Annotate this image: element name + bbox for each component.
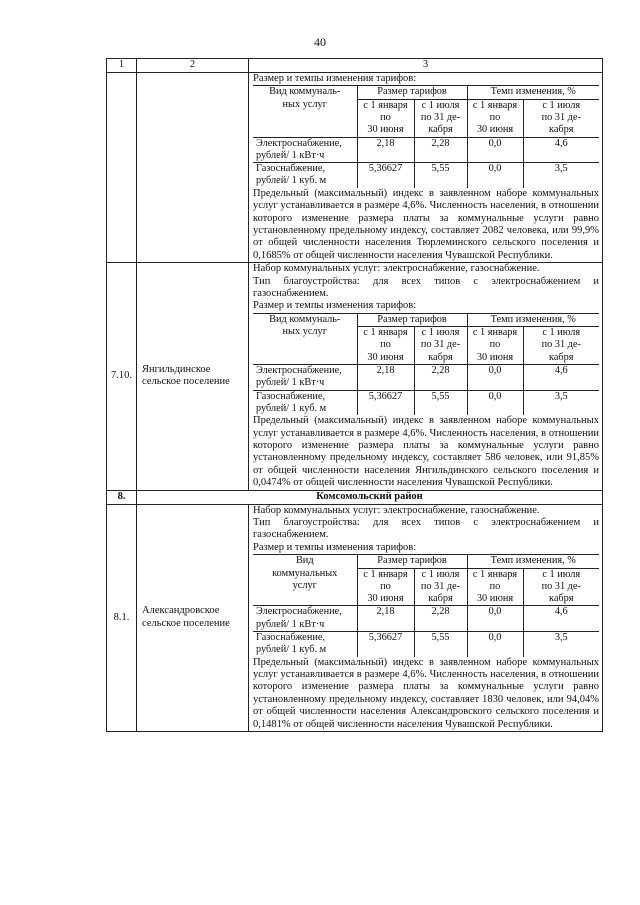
tariff-size-2: 5,55: [414, 390, 467, 415]
section-number: 8.: [107, 490, 137, 504]
row-number: [107, 73, 137, 263]
service-name: Газоснабжение, рублей/ 1 куб. м: [253, 632, 357, 657]
tariff-size-2: 2,28: [414, 365, 467, 391]
service-name: Газоснабжение, рублей/ 1 куб. м: [253, 390, 357, 415]
page-number: 40: [314, 35, 326, 49]
period-header-jan: с 1 января по 30 июня: [467, 568, 523, 606]
settlement-row: [107, 504, 603, 731]
period-header-jan: с 1 января по 30 июня: [467, 327, 523, 365]
limit-index-note: Предельный (максимальный) индекс в заявленном наборе коммунальных услуг устанавливается в размере 4,6%. Численность населения, в отношении которого изменение размера платы за коммунальные услуги равно установленному предельному индексу, составляет 586 человек, или 91,85% от общей численности населения Янгильдинского сельского поселения и 0,0474% от общей численности населения Чувашской Республики.: [253, 415, 599, 489]
period-header-jan: с 1 января по 30 июня: [357, 568, 414, 606]
tariff-rate-1: 0,0: [467, 390, 523, 415]
row-number: 7.10.: [107, 263, 137, 490]
district-section-row: [107, 490, 603, 504]
tariff-size-1: 2,18: [357, 606, 414, 632]
improvement-type: Тип благоустройства: для всех типов с электроснабжением и газоснабжением.: [253, 517, 599, 541]
tariff-rate-2: 4,6: [523, 365, 599, 391]
tariff-rate-1: 0,0: [467, 137, 523, 163]
size-group-header: Размер тарифов: [357, 555, 467, 568]
tariff-size-2: 5,55: [414, 163, 467, 188]
tariff-size-title: Размер и темпы изменения тарифов:: [253, 73, 417, 84]
settlement-info: [249, 504, 603, 731]
period-header-jan: с 1 января по 30 июня: [357, 99, 414, 137]
row-number: 8.1.: [107, 504, 137, 731]
settlement-name: [137, 73, 249, 263]
period-header-jul: с 1 июля по 31 де- кабря: [523, 99, 599, 137]
tariff-row-electricity: [253, 365, 599, 391]
size-group-header: Размер тарифов: [357, 86, 467, 99]
improvement-type: Тип благоустройства: для всех типов с электроснабжением и газоснабжением.: [253, 275, 599, 300]
tariff-row-electricity: [253, 606, 599, 632]
tariff-rate-1: 0,0: [467, 163, 523, 188]
rate-group-header: Темп изменения, %: [467, 313, 599, 326]
column-header-1: 1: [107, 59, 137, 73]
service-name: Электроснабжение, рублей/ 1 кВт·ч: [253, 365, 357, 391]
rate-group-header: Темп изменения, %: [467, 555, 599, 568]
tariff-rate-2: 3,5: [523, 163, 599, 188]
tariff-rate-1: 0,0: [467, 632, 523, 657]
tariff-rate-2: 3,5: [523, 390, 599, 415]
rate-group-header: Темп изменения, %: [467, 86, 599, 99]
service-column-header: Вид коммунальных услуг: [253, 555, 357, 606]
column-header-2: 2: [137, 59, 249, 73]
settlement-row-continued: [107, 73, 603, 263]
tariff-row-gas: [253, 390, 599, 415]
tariff-size-1: 5,36627: [357, 163, 414, 188]
service-name: Электроснабжение, рублей/ 1 кВт·ч: [253, 606, 357, 632]
tariff-size-1: 2,18: [357, 365, 414, 391]
tariff-document-table: [106, 58, 603, 732]
settlement-info: [249, 263, 603, 490]
period-header-jul: с 1 июля по 31 де- кабря: [523, 568, 599, 606]
tariff-size-title: Размер и темпы изменения тарифов:: [253, 300, 417, 312]
tariff-size-title: Размер и темпы изменения тарифов:: [253, 541, 417, 553]
period-header-jan: с 1 января по 30 июня: [357, 327, 414, 365]
tariff-table: [253, 554, 599, 656]
tariff-size-1: 5,36627: [357, 632, 414, 657]
limit-index-note: Предельный (максимальный) индекс в заявленном наборе коммунальных услуг устанавливается в размере 4,6%. Численность населения, в отношении которого изменение размера платы за коммунальные услуги равно установленному предельному индексу, составляет 2082 человека, или 99,9% от общей численности населения Тюрлеминского сельского поселения и 0,1685% от общей численности населения Чувашской Республики.: [253, 187, 599, 261]
tariff-row-gas: [253, 632, 599, 657]
size-group-header: Размер тарифов: [357, 313, 467, 326]
services-set: Набор коммунальных услуг: электроснабжение, газоснабжение.: [253, 263, 540, 275]
tariff-rate-2: 3,5: [523, 632, 599, 657]
column-header-3: 3: [249, 59, 603, 73]
tariff-row-electricity: [253, 137, 599, 163]
tariff-rate-2: 4,6: [523, 606, 599, 632]
section-title: Комсомольский район: [137, 490, 603, 504]
limit-index-note: Предельный (максимальный) индекс в заявленном наборе коммунальных услуг устанавливается в размере 4,6%. Численность населения, в отношении которого изменение размера платы за коммунальные услуги равно установленному предельному индексу, составляет 1830 человек, или 94,04% от общей численности населения Александровского сельского поселения и 0,1481% от общей численности населения Чувашской Республики.: [253, 656, 599, 730]
service-column-header: Вид коммуналь- ных услуг: [253, 86, 357, 137]
services-set: Набор коммунальных услуг: электроснабжение, газоснабжение.: [253, 504, 540, 516]
tariff-size-2: 2,28: [414, 606, 467, 632]
period-header-jul: с 1 июля по 31 де- кабря: [414, 327, 467, 365]
settlement-row: [107, 263, 603, 490]
tariff-size-1: 2,18: [357, 137, 414, 163]
column-header-row: [107, 59, 603, 73]
service-column-header: Вид коммуналь- ных услуг: [253, 313, 357, 364]
tariff-rate-1: 0,0: [467, 365, 523, 391]
period-header-jul: с 1 июля по 31 де- кабря: [414, 99, 467, 137]
period-header-jul: с 1 июля по 31 де- кабря: [523, 327, 599, 365]
tariff-rate-2: 4,6: [523, 137, 599, 163]
service-name: Электроснабжение, рублей/ 1 кВт·ч: [253, 137, 357, 163]
period-header-jan: с 1 января по 30 июня: [467, 99, 523, 137]
settlement-info: [249, 73, 603, 263]
tariff-size-2: 5,55: [414, 632, 467, 657]
settlement-name: Янгильдинское сельское поселение: [137, 263, 249, 490]
service-name: Газоснабжение, рублей/ 1 куб. м: [253, 163, 357, 188]
period-header-jul: с 1 июля по 31 де- кабря: [414, 568, 467, 606]
tariff-size-2: 2,28: [414, 137, 467, 163]
tariff-rate-1: 0,0: [467, 606, 523, 632]
tariff-row-gas: [253, 163, 599, 188]
tariff-table: [253, 313, 599, 415]
tariff-size-1: 5,36627: [357, 390, 414, 415]
tariff-table: [253, 85, 599, 187]
settlement-name: Александровское сельское поселение: [137, 504, 249, 731]
